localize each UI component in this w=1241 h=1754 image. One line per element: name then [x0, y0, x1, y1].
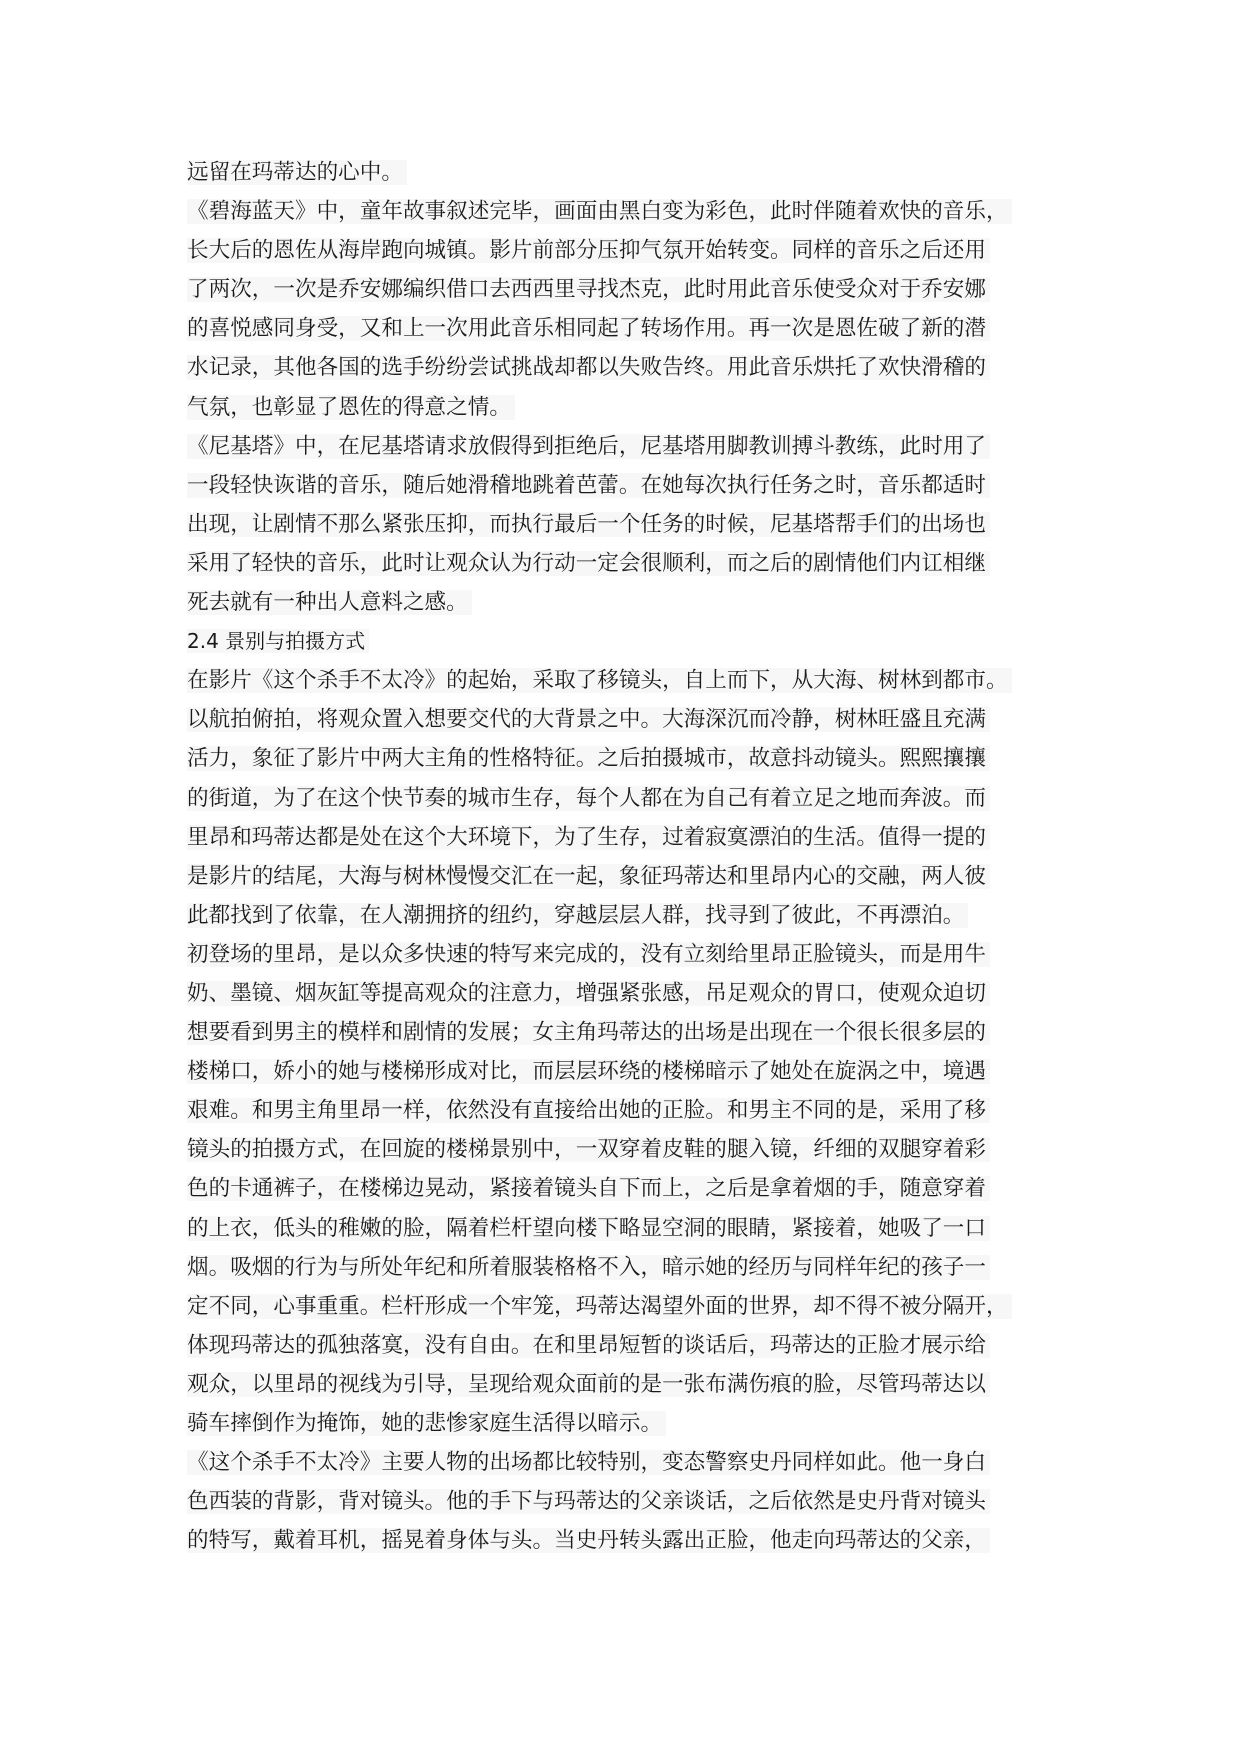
text-line-content: 《这个杀手不太冷》主要人物的出场都比较特别，变态警察史丹同样如此。他一身白	[187, 1450, 990, 1475]
text-line-content: 的喜悦感同身受，又和上一次用此音乐相同起了转场作用。再一次是恩佐破了新的潜	[187, 316, 990, 341]
text-line-content: 死去就有一种出人意料之感。	[187, 590, 472, 615]
text-line	[187, 661, 1087, 700]
text-line-content: 烟。吸烟的行为与所处年纪和所着服装格格不入，暗示她的经历与同样年纪的孩子一	[187, 1255, 990, 1280]
text-line-content: 定不同，心事重重。栏杆形成一个牢笼，玛蒂达渴望外面的世界，却不得不被分隔开，	[187, 1294, 1012, 1319]
text-line-content: 出现，让剧情不那么紧张压抑，而执行最后一个任务的时候，尼基塔帮手们的出场也	[187, 512, 990, 537]
text-line	[187, 700, 1087, 739]
text-line-content: 楼梯口，娇小的她与楼梯形成对比，而层层环绕的楼梯暗示了她处在旋涡之中，境遇	[187, 1059, 990, 1084]
text-line-content: 的街道，为了在这个快节奏的城市生存，每个人都在为自己有着立足之地而奔波。而	[187, 786, 990, 811]
text-line	[187, 1169, 1087, 1208]
text-line	[187, 1209, 1087, 1248]
text-line-content: 气氛，也彰显了恩佐的得意之情。	[187, 395, 515, 420]
text-line-content: 一段轻快诙谐的音乐，随后她滑稽地跳着芭蕾。在她每次执行任务之时，音乐都适时	[187, 473, 990, 498]
text-line	[187, 739, 1087, 778]
text-line	[187, 1482, 1087, 1521]
text-line	[187, 583, 1087, 622]
text-line	[187, 427, 1087, 466]
text-line	[187, 1013, 1087, 1052]
text-line	[187, 192, 1087, 231]
text-line	[187, 1326, 1087, 1365]
text-line-content: 的上衣，低头的稚嫩的脸，隔着栏杆望向楼下略显空洞的眼睛，紧接着，她吸了一口	[187, 1216, 990, 1241]
text-line	[187, 1404, 1087, 1443]
text-line	[187, 857, 1087, 896]
text-line-content: 镜头的拍摄方式，在回旋的楼梯景别中，一双穿着皮鞋的腿入镜，纤细的双腿穿着彩	[187, 1137, 990, 1162]
text-line-content: 奶、墨镜、烟灰缸等提高观众的注意力，增强紧张感，吊足观众的胃口，使观众迫切	[187, 981, 990, 1006]
text-line	[187, 1365, 1087, 1404]
text-line-content: 以航拍俯拍，将观众置入想要交代的大背景之中。大海深沉而冷静，树林旺盛且充满	[187, 707, 990, 732]
section-heading-text: 2.4 景别与拍摄方式	[187, 629, 369, 653]
text-line-content: 采用了轻快的音乐，此时让观众认为行动一定会很顺利，而之后的剧情他们内讧相继	[187, 551, 990, 576]
text-line	[187, 1052, 1087, 1091]
text-line	[187, 818, 1087, 857]
text-line	[187, 1443, 1087, 1482]
text-line-content: 长大后的恩佐从海岸跑向城镇。影片前部分压抑气氛开始转变。同样的音乐之后还用	[187, 238, 990, 263]
text-line	[187, 1287, 1087, 1326]
text-line-content: 水记录，其他各国的选手纷纷尝试挑战却都以失败告终。用此音乐烘托了欢快滑稽的	[187, 355, 990, 380]
text-line-content: 艰难。和男主角里昂一样，依然没有直接给出她的正脸。和男主不同的是，采用了移	[187, 1098, 990, 1123]
document-body	[187, 153, 1087, 1560]
text-line	[187, 779, 1087, 818]
text-line	[187, 974, 1087, 1013]
text-line	[187, 1248, 1087, 1287]
text-line-content: 活力，象征了影片中两大主角的性格特征。之后拍摄城市，故意抖动镜头。熙熙攘攘	[187, 746, 990, 771]
text-line	[187, 466, 1087, 505]
section-heading	[187, 622, 1087, 661]
text-line	[187, 505, 1087, 544]
text-line	[187, 1521, 1087, 1560]
text-line-content: 是影片的结尾，大海与树林慢慢交汇在一起，象征玛蒂达和里昂内心的交融，两人彼	[187, 864, 990, 889]
text-line-content: 此都找到了依靠，在人潮拥挤的纽约，穿越层层人群，找寻到了彼此，不再漂泊。	[187, 903, 968, 928]
text-line-content: 想要看到男主的模样和剧情的发展；女主角玛蒂达的出场是出现在一个很长很多层的	[187, 1020, 990, 1045]
text-line-content: 体现玛蒂达的孤独落寞，没有自由。在和里昂短暂的谈话后，玛蒂达的正脸才展示给	[187, 1333, 990, 1358]
text-line	[187, 153, 1087, 192]
text-line	[187, 270, 1087, 309]
text-line-content: 《碧海蓝天》中，童年故事叙述完毕，画面由黑白变为彩色，此时伴随着欢快的音乐，	[187, 199, 1012, 224]
text-line-content: 了两次，一次是乔安娜编织借口去西西里寻找杰克，此时用此音乐使受众对于乔安娜	[187, 277, 990, 302]
text-line	[187, 544, 1087, 583]
text-line	[187, 935, 1087, 974]
text-line-content: 观众，以里昂的视线为引导，呈现给观众面前的是一张布满伤痕的脸，尽管玛蒂达以	[187, 1372, 990, 1397]
text-line-content: 里昂和玛蒂达都是处在这个大环境下，为了生存，过着寂寞漂泊的生活。值得一提的	[187, 825, 990, 850]
text-line-content: 的特写，戴着耳机，摇晃着身体与头。当史丹转头露出正脸，他走向玛蒂达的父亲，	[187, 1528, 990, 1553]
text-line-content: 色西装的背影，背对镜头。他的手下与玛蒂达的父亲谈话，之后依然是史丹背对镜头	[187, 1489, 990, 1514]
text-line	[187, 388, 1087, 427]
text-line-content: 骑车摔倒作为掩饰，她的悲惨家庭生活得以暗示。	[187, 1411, 666, 1436]
text-line	[187, 231, 1087, 270]
text-line	[187, 1130, 1087, 1169]
text-line-content: 色的卡通裤子，在楼梯边晃动，紧接着镜头自下而上，之后是拿着烟的手，随意穿着	[187, 1176, 990, 1201]
text-line	[187, 309, 1087, 348]
text-line-content: 《尼基塔》中，在尼基塔请求放假得到拒绝后，尼基塔用脚教训搏斗教练，此时用了	[187, 434, 990, 459]
text-line-content: 在影片《这个杀手不太冷》的起始，采取了移镜头，自上而下，从大海、树林到都市。	[187, 668, 1012, 693]
text-line-content: 远留在玛蒂达的心中。	[187, 160, 407, 185]
text-line-content: 初登场的里昂，是以众多快速的特写来完成的，没有立刻给里昂正脸镜头，而是用牛	[187, 942, 990, 967]
text-line	[187, 896, 1087, 935]
text-line	[187, 1091, 1087, 1130]
text-line	[187, 348, 1087, 387]
